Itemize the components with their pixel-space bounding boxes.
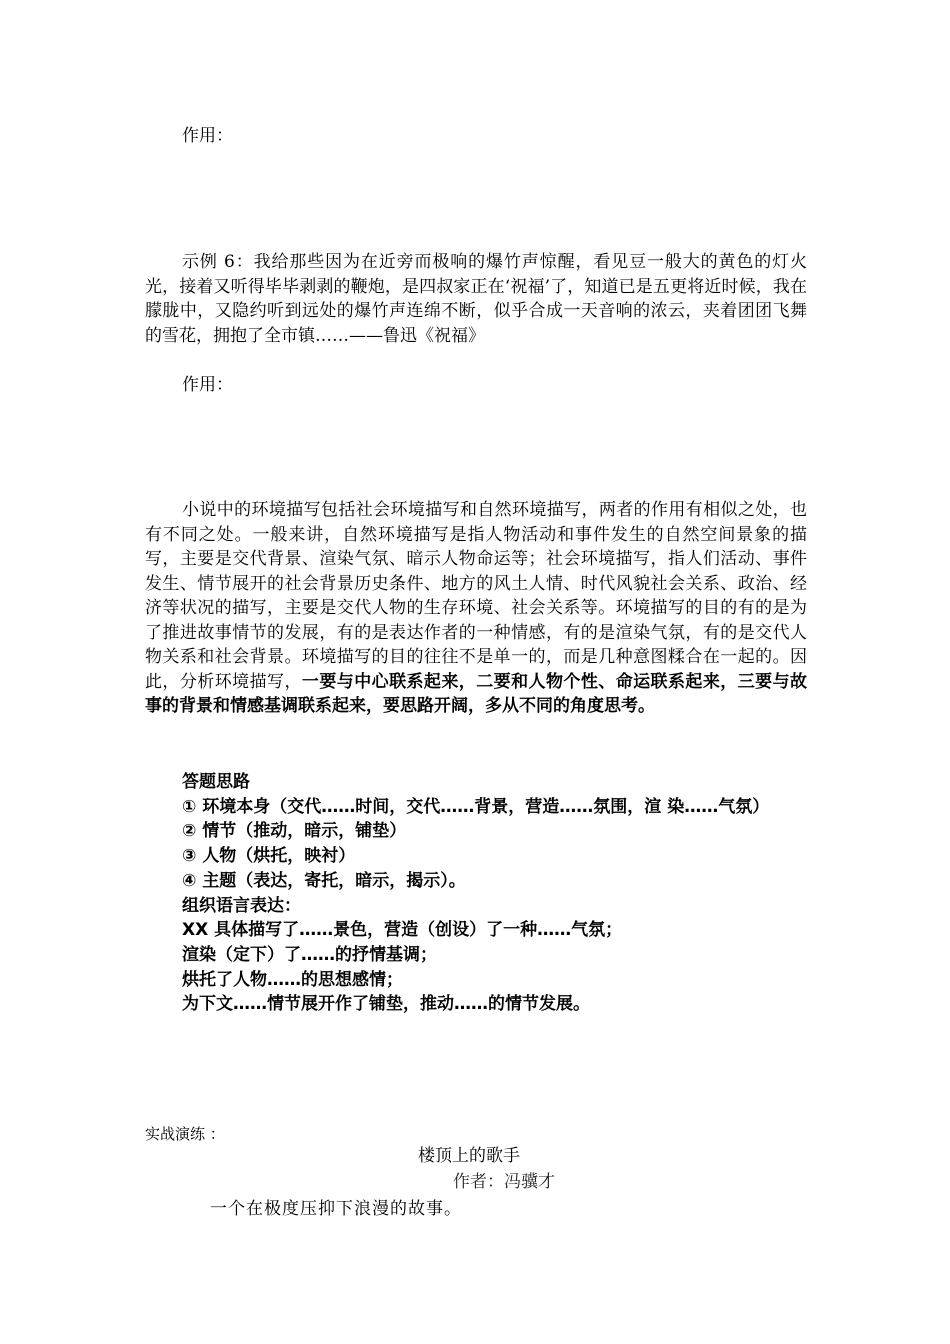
expression-character: 烘托了人物……的思想感情； (182, 969, 403, 990)
organize-language-label: 组织语言表达： (182, 895, 301, 916)
tip-environment: ① 环境本身（交代……时间，交代……背景，营造……氛围，渲 染……气氛） (182, 796, 770, 817)
story-intro: 一个在极度压抑下浪漫的故事。 (210, 1199, 462, 1219)
story-author: 作者：冯骥才 (453, 1172, 555, 1192)
answer-tips-block (145, 770, 807, 1017)
effect-label: 作用： (182, 126, 233, 146)
tip-character: ③ 人物（烘托，映衬） (182, 846, 356, 867)
tip-plot: ② 情节（推动，暗示，铺垫） (182, 821, 407, 842)
answer-tips-heading: 答题思路 (182, 772, 250, 792)
practice-label: 实战演练 ： (145, 1125, 225, 1143)
analysis-paragraph (145, 498, 807, 719)
story-title: 楼顶上的歌手 (418, 1146, 520, 1166)
example-6-paragraph: 示例 6：我给那些因为在近旁而极响的爆竹声惊醒，看见豆一般大的黄色的灯火光，接着又听得毕毕剥剥的鞭炮，是四叔家正在‘祝福’了，知道已是五更将近时候，我在朦胧中，又隐约听到远处的爆竹声连绵不断，似乎合成一天音响的浓云，夹着团团飞舞的雪花，拥抱了全市镇……——鲁迅《祝福》 (145, 252, 807, 346)
expression-scenery: XX 具体描写了……景色，营造（创设）了一种……气氛； (182, 920, 623, 941)
expression-mood: 渲染（定下）了……的抒情基调； (182, 944, 437, 965)
tip-theme: ④ 主题（表达，寄托，暗示，揭示）。 (182, 870, 466, 891)
expression-plot: 为下文……情节展开作了铺垫，推动……的情节发展。 (182, 994, 590, 1015)
analysis-text: 小说中的环境描写包括社会环境描写和自然环境描写，两者的作用有相似之处，也有不同之处。一般来讲，自然环境描写是指人物活动和事件发生的自然空间景象的描写，主要是交代背景、渲染气氛、暗示人物命运等；社会环境描写，指人们活动、事件发生、情节展开的社会背景历史条件、地方的风土人情、时代风貌社会关系、政治、经济等状况的描写，主要是交代人物的生存环境、社会关系等。环境描写的目的有的是为了推进故事情节的发展，有的是表达作者的一种情感，有的是渲染气氛，有的是交代人物关系和社会背景。环境描写的目的往往不是单一的，而是几种意图糅合在一起的。因此，分析环境描写， (145, 500, 807, 692)
analysis-key-points: 一要与中心联系起来，二要和人物个性、命运联系起来，三要与故事的背景和情感基调联系起来，要思路开阔，多从不同的角度思考。 (145, 671, 808, 716)
effect-label: 作用： (182, 375, 233, 395)
